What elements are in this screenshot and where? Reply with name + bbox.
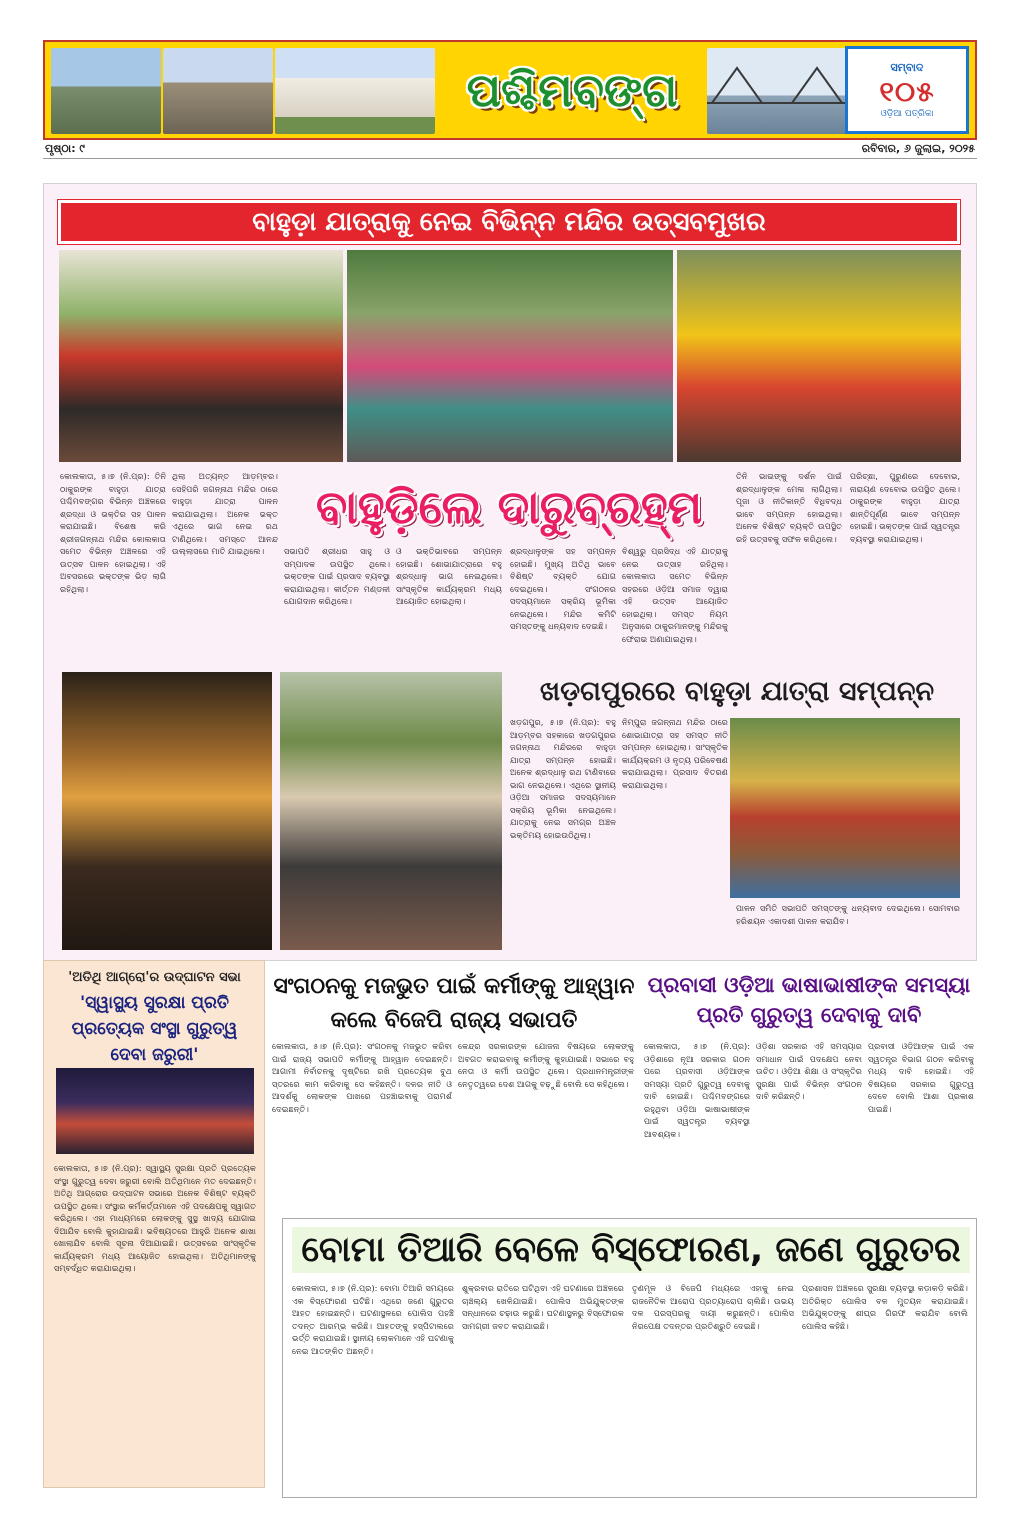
sangathan-column-1: କୋଲକାତା, ୫।୭ (ନି.ପ୍ର): ସଂଗଠନକୁ ମଜଭୁତ କରିବା ପାଇଁ ରାଜ୍ୟ ସଭାପତି କର୍ମୀଙ୍କୁ ଆହ୍ୱାନ ଦେଇଛନ୍ତି। ଆଗାମୀ ନିର୍ବାଚନକୁ ଦୃଷ୍ଟିରେ ରଖି ପ୍ରତ୍ୟେକ ବୁଥ ସ୍ତରରେ କାମ କରିବାକୁ ସେ କହିଛନ୍ତି। ଦଳର ନୀତି ଓ ଆଦର୍ଶକୁ ଲୋକଙ୍କ ପାଖରେ ପହଞ୍ଚାଇବାକୁ ପରାମର୍ଶ ଦେଇଛନ୍ତି।: [272, 1041, 452, 1114]
prabasi-column-3: ପ୍ରବାସୀ ଓଡ଼ିଆଙ୍କ ପାଇଁ ଏକ ସ୍ୱତନ୍ତ୍ର ବିଭାଗ ଗଠନ କରିବାକୁ ମଧ୍ୟ ଦାବି ହୋଇଛି। ଏହି ବିଷୟରେ ସରକାର ଗୁରୁତ୍ୱ ଦେବେ ବୋଲି ଆଶା ପ୍ରକାଶ ପାଇଛି।: [868, 1041, 974, 1114]
photo-chariot-deities: [59, 250, 343, 462]
prabasi-column-1: କୋଲକାତା, ୫।୭ (ନି.ପ୍ର): ଓଡ଼ିଶାରେ ନୂଆ ସରକାର ଗଠନ ପରେ ପ୍ରବାସୀ ଓଡ଼ିଆଙ୍କ ସମସ୍ୟା ପ୍ରତି ଗୁରୁତ୍ୱ ଦେବାକୁ ଦାବି ହୋଇଛି। ପଶ୍ଚିମବଙ୍ଗରେ ରହୁଥିବା ଓଡ଼ିଆ ଭାଷାଭାଷୀଙ୍କ ପାଇଁ ସ୍ୱତନ୍ତ୍ର ବ୍ୟବସ୍ଥା ଆବଶ୍ୟକ।: [644, 1041, 750, 1139]
logo-line-3: ଓଡ଼ିଆ ପତ୍ରିକା: [880, 109, 934, 119]
sangathan-headline: ସଂଗଠନକୁ ମଜଭୁତ ପାଇଁ କର୍ମୀଙ୍କୁ ଆହ୍ୱାନ କଲେ ବିଜେପି ରାଜ୍ୟ ସଭାପତି: [273, 974, 635, 1033]
masthead-photo-dam: [163, 48, 273, 134]
masthead-photo-building: [51, 48, 161, 134]
kharagpur-column-1: ଖଡ଼ଗପୁର, ୫।୭ (ନି.ପ୍ର): ବହୁ ଆଡ଼ମ୍ବର ସହକାରେ ଖଡ଼ଗପୁରର ଜଗନ୍ନାଥ ମନ୍ଦିରରେ ବାହୁଡ଼ା ଯାତ୍ରା ସମ୍ପନ୍ନ ହୋଇଛି। ଅନେକ ଶ୍ରଦ୍ଧାଳୁ ରଥ ଟାଣିବାରେ ଭାଗ ନେଇଥିଲେ। ଏଥିରେ ସ୍ଥାନୀୟ ଓଡ଼ିଆ ସମାଜର ସଦସ୍ୟମାନେ ସକ୍ରିୟ ଭୂମିକା ନେଇଥିଲେ। ଯାତ୍ରାକୁ ନେଇ ସମଗ୍ର ଅଞ୍ଚଳ ଭକ୍ତିମୟ ହୋଇଉଠିଥିଲା।: [510, 717, 616, 840]
bomb-story-column-1: କୋଲକାତା, ୫।୭ (ନି.ପ୍ର): ବୋମା ତିଆରି ସମୟରେ ଏକ ବିସ୍ଫୋରଣ ଘଟିଛି। ଏଥିରେ ଜଣେ ଗୁରୁତର ଆହତ ହୋଇଛନ୍ତି। ଘଟଣାସ୍ଥଳରେ ପୋଲିସ ପହଞ୍ଚି ତଦନ୍ତ ଆରମ୍ଭ କରିଛି। ଆହତଙ୍କୁ ହସ୍ପିଟାଲରେ ଭର୍ତ୍ତି କରାଯାଇଛି। ସ୍ଥାନୀୟ ଲୋକମାନେ ଏହି ଘଟଣାକୁ ନେଇ ଆତଙ୍କିତ ଅଛନ୍ତି।: [292, 1283, 454, 1356]
top-story-column-1: କୋଲକାତା, ୫।୭ (ନି.ପ୍ର): ତିନି ଠାକୁରଙ୍କ ବାହୁଡ଼ା ଯାତ୍ରା ପଶ୍ଚିମବଙ୍ଗର ବିଭିନ୍ନ ଅଞ୍ଚଳରେ ଶ୍ରଦ୍ଧା ଓ ଭକ୍ତିର ସହ ପାଳନ କରାଯାଇଛି। ବିଶେଷ କରି ଶ୍ରୀଜଗନ୍ନାଥ ମନ୍ଦିର କୋଲକାତା ସମେତ ବିଭିନ୍ନ ଅଞ୍ଚଳରେ ଏହି ଉତ୍ସବ ପାଳନ ହୋଇଥିଲା। ଏହି ଅବସରରେ ଭକ୍ତଙ୍କ ଭିଡ଼ ଲାଗି ରହିଥିଲା।: [60, 471, 166, 594]
kharagpur-column-2: ନିମ୍ପୁରା ଜଗନ୍ନାଥ ମନ୍ଦିର ଠାରେ ଶୋଭାଯାତ୍ରା ସହ ସମସ୍ତ ନୀତି ସମ୍ପନ୍ନ ହୋଇଥିଲା। ସାଂସ୍କୃତିକ କାର୍ଯ୍ୟକ୍ରମ ଓ ନୃତ୍ୟ ପରିବେଷଣ କରାଯାଇଥିଲା। ପ୍ରସାଦ ବିତରଣ କରାଯାଇଥିଲା।: [622, 717, 728, 790]
logo-number: ୧୦୫: [879, 75, 935, 108]
top-story-column-3: ସଭାପତି ଶ୍ରୀଧର ସାହୁ ଓ ସମ୍ପାଦକ ଉପସ୍ଥିତ ଥିଲେ। ଭକ୍ତଙ୍କ ପାଇଁ ପ୍ରସାଦ ବ୍ୟବସ୍ଥା କରାଯାଇଥିଲା। କୀର୍ତ୍ତନ ମଣ୍ଡଳୀ ଯୋଗଦାନ କରିଥିଲେ।: [284, 546, 390, 606]
masthead-photo-bridge: [707, 48, 847, 134]
bomb-story-column-2: ଶୁକ୍ରବାର ରାତିରେ ଘଟିଥିବା ଏହି ଘଟଣାରେ ଅଞ୍ଚଳରେ ଚାଞ୍ଚଲ୍ୟ ଖେଳିଯାଇଛି। ପୋଲିସ ଅଭିଯୁକ୍ତଙ୍କ ସନ୍ଧାନରେ ଚଢ଼ାଉ କରୁଛି। ଘଟଣାସ୍ଥଳରୁ ବିସ୍ଫୋରକ ସାମଗ୍ରୀ ଜବତ କରାଯାଇଛି।: [462, 1283, 624, 1331]
page-number: ପୃଷ୍ଠା: ୯: [45, 142, 85, 155]
masthead-title: ପଶ୍ଚିମବଙ୍ଗ: [466, 63, 678, 117]
page-date: ରବିବାର, ୬ ଜୁଲାଇ, ୨୦୨୫: [861, 142, 975, 155]
side-story-body: କୋଲକାତା, ୫।୭ (ନି.ପ୍ର): ସ୍ୱାସ୍ଥ୍ୟ ସୁରକ୍ଷା ପ୍ରତି ପ୍ରତ୍ୟେକ ସଂସ୍ଥା ଗୁରୁତ୍ୱ ଦେବା ଜରୁରୀ ବୋଲି ଅତିଥିମାନେ ମତ ଦେଇଛନ୍ତି। ଅତିଥି ଆଗ୍ରୋର ଉଦ୍‌ଘାଟନ ସଭାରେ ଅନେକ ବିଶିଷ୍ଟ ବ୍ୟକ୍ତି ଉପସ୍ଥିତ ଥିଲେ। ସଂସ୍ଥାର କର୍ମକର୍ତ୍ତାମାନେ ଏହି ପଦକ୍ଷେପକୁ ସ୍ୱାଗତ କରିଥିଲେ। ଏହା ମାଧ୍ୟମରେ ଲୋକଙ୍କୁ ସୁସ୍ଥ ଖାଦ୍ୟ ଯୋଗାଇ ଦିଆଯିବ ବୋଲି କୁହାଯାଇଛି। ଭବିଷ୍ୟତରେ ଆହୁରି ଅନେକ ଶାଖା ଖୋଲାଯିବ ବୋଲି ସୂଚନା ଦିଆଯାଇଛି। ଉତ୍ସବରେ ସାଂସ୍କୃତିକ କାର୍ଯ୍ୟକ୍ରମ ମଧ୍ୟ ଆୟୋଜିତ ହୋଇଥିଲା। ଅତିଥିମାନଙ୍କୁ ସମ୍ବର୍ଦ୍ଧିତ କରାଯାଇଥିଲା।: [54, 1163, 256, 1273]
bomb-story-column-4: ପ୍ରଶାସନ ଅଞ୍ଚଳରେ ସୁରକ୍ଷା ବ୍ୟବସ୍ଥା କଡ଼ାକଡ଼ି କରିଛି। ଅତିରିକ୍ତ ପୋଲିସ ବଳ ମୁତୟନ କରାଯାଇଛି। ଅଭିଯୁକ୍ତଙ୍କୁ ଶୀଘ୍ର ଗିରଫ କରାଯିବ ବୋଲି ପୋଲିସ କହିଛି।: [802, 1283, 968, 1331]
prabasi-headline: ପ୍ରବାସୀ ଓଡ଼ିଆ ଭାଷାଭାଷୀଙ୍କ ସମସ୍ୟା ପ୍ରତି ଗୁରୁତ୍ୱ ଦେବାକୁ ଦାବି: [647, 973, 971, 1027]
side-story-headline: 'ସ୍ୱାସ୍ଥ୍ୟ ସୁରକ୍ଷା ପ୍ରତି ପ୍ରତ୍ୟେକ ସଂସ୍ଥା ଗୁରୁତ୍ୱ ଦେବା ଜରୁରୀ': [71, 993, 238, 1065]
top-story-column-5: ଶ୍ରଦ୍ଧାଳୁଙ୍କ ସହ ସମ୍ପନ୍ନ ହୋଇଛି। ମୁଖ୍ୟ ଅତିଥି ଭାବେ ବିଶିଷ୍ଟ ବ୍ୟକ୍ତି ଯୋଗ ଦେଇଥିଲେ। ସଂଗଠନର ସଦସ୍ୟମାନେ ସକ୍ରିୟ ଭୂମିକା ନେଇଥିଲେ। ମନ୍ଦିର କମିଟି ସମସ୍ତଙ୍କୁ ଧନ୍ୟବାଦ ଦେଇଛି।: [510, 546, 616, 631]
photo-inauguration: [56, 1068, 254, 1154]
kharagpur-headline: ଖଡ଼ଗପୁରରେ ବାହୁଡ଼ା ଯାତ୍ରା ସମ୍ପନ୍ନ: [539, 676, 935, 707]
bomb-story-headline: ବୋମା ତିଆରି ବେଳେ ବିସ୍ଫୋରଣ, ଜଣେ ଗୁରୁତର: [292, 1227, 970, 1273]
top-story-column-7: ତିନି ଭାଇଙ୍କୁ ଦର୍ଶନ ପାଇଁ ଶ୍ରଦ୍ଧାଳୁଙ୍କ ମେଳା ଲାଗିଥିଲା। ପୂଜା ଓ ନୀତିକାନ୍ତି ବିଧିବଦ୍ଧ ଭାବେ ସମ୍ପନ୍ନ ହୋଇଥିଲା। ଅନେକ ବିଶିଷ୍ଟ ବ୍ୟକ୍ତି ଉପସ୍ଥିତ ରହି ଉତ୍ସବକୁ ସଫଳ କରିଥିଲେ।: [736, 471, 842, 544]
photo-dignitaries: [677, 250, 961, 462]
dateline: [43, 140, 977, 159]
photo-dancing-devotees: [347, 250, 673, 462]
top-story-column-8: ପରିଚ୍ଛା, ପୁରୁଣରେ ଦେବୋଭ, ନାରାୟଣ ଦେବୋଭ ଉପସ୍ଥିତ ଥିଲେ। ଠାକୁରଙ୍କ ବାହୁଡ଼ା ଯାତ୍ରା ଶାନ୍ତିପୂର୍ଣ୍ଣ ଭାବେ ସମ୍ପନ୍ନ ହୋଇଛି। ଭକ୍ତଙ୍କ ପାଇଁ ସ୍ୱତନ୍ତ୍ର ବ୍ୟବସ୍ଥା କରାଯାଇଥିଲା।: [850, 471, 960, 544]
top-story-column-4: ଓ ଭକ୍ତିଭାବରେ ସମ୍ପନ୍ନ ହୋଇଛି। ଶୋଭାଯାତ୍ରାରେ ବହୁ ଶ୍ରଦ୍ଧାଳୁ ଭାଗ ନେଇଥିଲେ। ସାଂସ୍କୃତିକ କାର୍ଯ୍ୟକ୍ରମ ମଧ୍ୟ ଆୟୋଜିତ ହୋଇଥିଲା।: [396, 546, 502, 606]
photo-kharagpur-chariots: [730, 718, 960, 898]
top-story-column-6: ବିଶ୍ୱରୁ ପ୍ରସିଦ୍ଧ ଏହି ଯାତ୍ରାକୁ ନେଇ ଉତ୍ସାହ ରହିଥିଲା। କୋଲକାତା ସମେତ ବିଭିନ୍ନ ସହରରେ ଓଡ଼ିଆ ସମାଜ ଦ୍ୱାରା ଏହି ଉତ୍ସବ ଆୟୋଜିତ ହୋଇଥିଲା। ସମସ୍ତ ନିୟମ ଅନୁସାରେ ଠାକୁରମାନଙ୍କୁ ମନ୍ଦିରକୁ ଫେରାଇ ଅଣାଯାଇଥିଲା।: [622, 546, 728, 644]
bomb-story-column-3: ତୃଣମୂଳ ଓ ବିଜେପି ମଧ୍ୟରେ ଏହାକୁ ନେଇ ରାଜନୈତିକ ଆରୋପ ପ୍ରତ୍ୟାରୋପ ଚାଲିଛି। ଉଭୟ ଦଳ ପରସ୍ପରକୁ ଦାୟୀ କରୁଛନ୍ତି। ପୋଲିସ ନିରପେକ୍ଷ ତଦନ୍ତର ପ୍ରତିଶ୍ରୁତି ଦେଇଛି।: [632, 1283, 794, 1331]
top-story-column-2: ଥିଲା ଅତ୍ୟନ୍ତ ଆଡ଼ମ୍ବର। ସେହିପରି ଜଗନ୍ନାଥ ମନ୍ଦିର ଠାରେ ବାହୁଡ଼ା ଯାତ୍ରା ପାଳନ କରାଯାଇଥିଲା। ଅନେକ ଭକ୍ତ ଏଥିରେ ଭାଗ ନେଇ ରଥ ଟାଣିଥିଲେ। ସମସ୍ତେ ଆନନ୍ଦ ଉଲ୍ଲାସରେ ମାତି ଯାଇଥିଲେ।: [172, 471, 278, 556]
top-story-banner: ବାହୁଡ଼ା ଯାତ୍ରାକୁ ନେଇ ବିଭିନ୍ନ ମନ୍ଦିର ଉତ୍ସବମୁଖର: [58, 200, 960, 244]
side-story-kicker: 'ଅତିଥି ଆଗ୍ରୋ'ର ଉଦ୍‌ଘାଟନ ସଭା: [68, 970, 241, 985]
masthead-photo-memorial: [275, 48, 435, 134]
photo-temple-night: [62, 672, 272, 950]
kharagpur-column-3: ପାଳନ ସମିତି ସଭାପତି ସମସ୍ତଙ୍କୁ ଧନ୍ୟବାଦ ଦେଇଥିଲେ। ସୋମବାର ହରିଶୟନ ଏକାଦଶୀ ପାଳନ କରାଯିବ।: [736, 903, 960, 926]
sangathan-column-2: କେନ୍ଦ୍ର ସରକାରଙ୍କ ଯୋଜନା ବିଷୟରେ ଲୋକଙ୍କୁ ଅବଗତ କରାଇବାକୁ କର୍ମୀଙ୍କୁ କୁହାଯାଇଛି। ସଭାରେ ବହୁ ନେତା ଓ କର୍ମୀ ଉପସ୍ଥିତ ଥିଲେ। ପ୍ରଧାନମନ୍ତ୍ରୀଙ୍କ ନେତୃତ୍ୱରେ ଦେଶ ଆଗକୁ ବଢ଼ୁଛି ବୋଲି ସେ କହିଥିଲେ।: [458, 1041, 634, 1089]
logo-line-1: ସମ୍ବାଦ: [890, 61, 924, 74]
photo-chariot-crowd: [280, 672, 502, 950]
masthead: [43, 40, 977, 140]
masthead-logo: [845, 46, 969, 134]
prabasi-column-2: ଓଡ଼ିଶା ସରକାର ଏହି ସମସ୍ୟାର ସମାଧାନ ପାଇଁ ପଦକ୍ଷେପ ନେବା ଉଚିତ। ଓଡ଼ିଆ ଶିକ୍ଷା ଓ ସଂସ୍କୃତିର ସୁରକ୍ଷା ପାଇଁ ବିଭିନ୍ନ ସଂଗଠନ ଦାବି କରିଛନ୍ତି।: [756, 1041, 862, 1101]
top-story-headline: ବାହୁଡ଼ିଲେ ଦାରୁବ୍ରହ୍ମ: [315, 480, 703, 534]
